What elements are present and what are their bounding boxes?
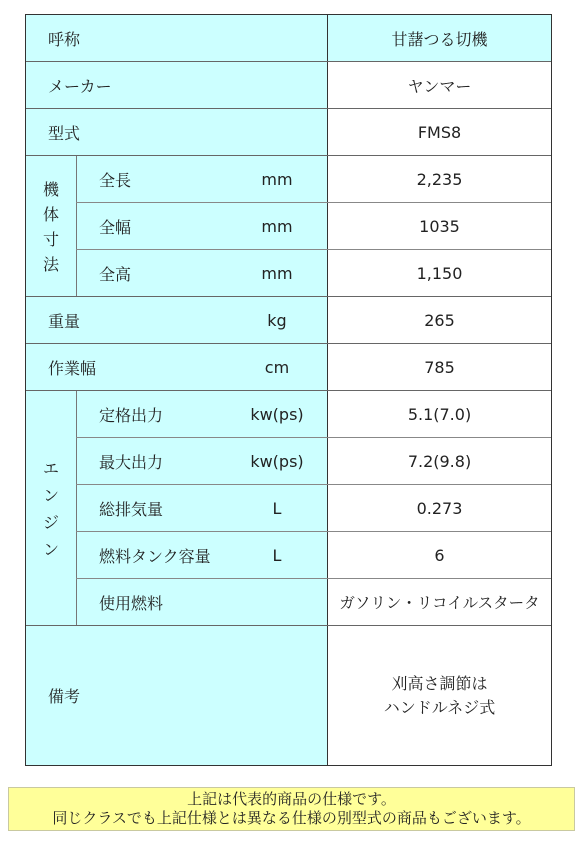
max-output-value: 7.2(9.8) (407, 451, 472, 471)
remarks-line-1: 刈高さ調節は (391, 673, 488, 693)
spec-table (25, 14, 552, 766)
remarks-value (328, 626, 551, 765)
group-char: エ (42, 458, 59, 478)
length-value: 2,235 (416, 169, 463, 189)
max-output-label: 最大出力 (99, 452, 164, 472)
fuel-tank-label: 燃料タンク容量 (99, 546, 211, 566)
group-char: ン (42, 539, 59, 559)
length-label: 全長 (99, 170, 132, 190)
maker-label: メーカー (48, 76, 112, 96)
group-char: 体 (42, 204, 59, 224)
model-value: FMS8 (417, 122, 462, 142)
fuel-tank-unit: L (272, 545, 282, 565)
rated-output-value: 5.1(7.0) (407, 404, 472, 424)
group-char: 機 (42, 179, 59, 199)
displacement-value: 0.273 (416, 498, 463, 518)
weight-label: 重量 (48, 311, 81, 331)
width-label: 全幅 (99, 217, 132, 237)
weight-unit: kg (267, 310, 287, 330)
width-unit: mm (261, 216, 293, 236)
model-label: 型式 (48, 123, 81, 143)
engine-group-label (26, 391, 76, 626)
group-char: ン (42, 485, 59, 505)
group-char: 法 (42, 254, 59, 274)
work-width-value: 785 (424, 357, 455, 377)
rated-output-unit: kw(ps) (250, 404, 304, 424)
note-line-1: 上記は代表的商品の仕様です。 (187, 790, 396, 808)
work-width-unit: cm (264, 357, 290, 377)
name-label: 呼称 (48, 29, 81, 49)
group-char: 寸 (42, 229, 59, 249)
dimensions-group-label (26, 156, 76, 297)
height-unit: mm (261, 263, 293, 283)
fuel-type-label: 使用燃料 (99, 593, 164, 613)
width-value: 1035 (419, 216, 460, 236)
length-unit: mm (261, 169, 293, 189)
maker-value: ヤンマー (407, 76, 472, 96)
height-label: 全高 (99, 264, 132, 284)
fuel-type-value: ガソリン・リコイルスタータ (339, 594, 540, 612)
remarks-label: 備考 (48, 687, 81, 706)
weight-value: 265 (424, 310, 455, 330)
displacement-label: 総排気量 (99, 499, 164, 519)
work-width-label: 作業幅 (48, 358, 97, 378)
max-output-unit: kw(ps) (250, 451, 304, 471)
rated-output-label: 定格出力 (99, 405, 164, 425)
group-char: ジ (42, 512, 59, 532)
height-value: 1,150 (416, 263, 463, 283)
disclaimer-note (8, 787, 575, 831)
note-line-2: 同じクラスでも上記仕様とは異なる仕様の別型式の商品もございます。 (52, 809, 531, 827)
displacement-unit: L (272, 498, 282, 518)
fuel-tank-value: 6 (434, 545, 445, 565)
remarks-line-2: ハンドルネジ式 (383, 697, 496, 717)
name-value: 甘藷つる切機 (391, 29, 488, 49)
